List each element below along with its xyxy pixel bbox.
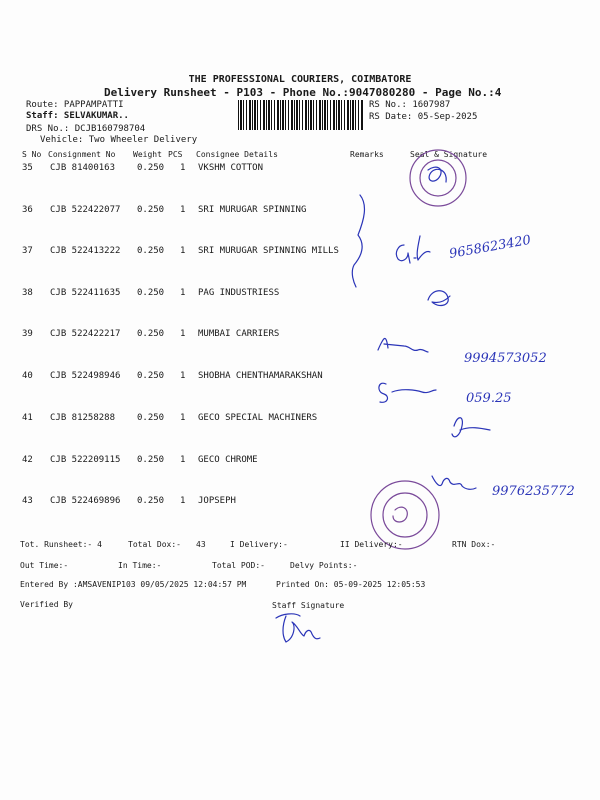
signature-40-icon <box>379 383 436 402</box>
row-sno: 36 <box>22 205 33 215</box>
phone-39: 9994573052 <box>464 351 547 366</box>
i-delivery: I Delivery:- <box>230 540 288 549</box>
total-pod: Total POD:- <box>212 561 265 570</box>
row-pcs: 1 <box>180 246 186 256</box>
row-sno: 42 <box>22 455 33 465</box>
row-consignment: CJB 522413222 <box>50 246 121 256</box>
row-sno: 39 <box>22 329 33 339</box>
col-sno: S No <box>22 150 42 159</box>
row-consignee: GECO CHROME <box>198 455 258 465</box>
col-consignee: Consignee Details <box>196 150 278 159</box>
seal-stamp-top-icon <box>410 150 466 206</box>
row-pcs: 1 <box>180 288 186 298</box>
row-pcs: 1 <box>180 329 186 339</box>
row-sno: 37 <box>22 246 33 256</box>
staff-label: Staff: SELVAKUMAR.. <box>26 111 129 121</box>
row-consignment: CJB 522209115 <box>50 455 121 465</box>
signature-35-icon <box>428 167 446 182</box>
row-pcs: 1 <box>180 496 186 506</box>
row-pcs: 1 <box>180 205 186 215</box>
row-pcs: 1 <box>180 455 186 465</box>
rtn-dox: RTN Dox:- <box>452 540 496 549</box>
rs-no: RS No.: 1607987 <box>369 100 451 110</box>
row-weight: 0.250 <box>137 246 165 256</box>
verified-by: Verified By <box>20 600 73 609</box>
row-consignment: CJB 522469896 <box>50 496 121 506</box>
out-time: Out Time:- <box>20 561 69 570</box>
row-consignee: GECO SPECIAL MACHINERS <box>198 413 318 423</box>
tot-runsheet: Tot. Runsheet:- 4 <box>20 540 102 549</box>
row-consignment: CJB 81400163 <box>50 163 116 173</box>
staff-signature-icon <box>276 614 320 642</box>
total-dox-value: 43 <box>196 540 206 549</box>
rs-date: RS Date: 05-Sep-2025 <box>369 112 478 122</box>
signature-37-icon <box>396 236 430 263</box>
row-sno: 35 <box>22 163 33 173</box>
col-consignment: Consignment No <box>48 150 116 159</box>
seal-stamp-bottom-icon <box>371 481 439 549</box>
remarks-bracket-icon <box>352 195 364 287</box>
row-weight: 0.250 <box>137 205 165 215</box>
signature-41-icon <box>452 418 490 437</box>
company-title: THE PROFESSIONAL COURIERS, COIMBATORE <box>188 74 412 85</box>
row-consignment: CJB 522411635 <box>50 288 121 298</box>
vehicle-label: Vehicle: Two Wheeler Delivery <box>40 135 198 145</box>
signature-38-icon <box>428 291 450 306</box>
phone-37: 9658623420 <box>448 232 533 262</box>
row-weight: 0.250 <box>137 288 165 298</box>
row-consignment: CJB 81258288 <box>50 413 116 423</box>
drs-label: DRS No.: DCJB160798704 <box>26 124 146 134</box>
col-seal: Seal & Signature <box>410 150 488 159</box>
row-pcs: 1 <box>180 371 186 381</box>
col-weight: Weight <box>133 150 162 159</box>
row-consignee: SRI MURUGAR SPINNING MILLS <box>198 246 339 256</box>
row-sno: 40 <box>22 371 33 381</box>
row-consignee: VKSHM COTTON <box>198 163 264 173</box>
row-consignee: SHOBHA CHENTHAMARAKSHAN <box>198 371 323 381</box>
col-remarks: Remarks <box>350 150 384 159</box>
row-consignee: SRI MURUGAR SPINNING <box>198 205 307 215</box>
ii-delivery: II Delivery:- <box>340 540 403 549</box>
row-weight: 0.250 <box>137 413 165 423</box>
row-consignee: PAG INDUSTRIESS <box>198 288 280 298</box>
col-pcs: PCS <box>168 150 183 159</box>
row-weight: 0.250 <box>137 163 165 173</box>
entered-by: Entered By :AMSAVENIP103 09/05/2025 12:04:57 PM <box>20 580 247 589</box>
row-pcs: 1 <box>180 163 186 173</box>
signature-43-icon <box>432 476 476 489</box>
signature-39-icon <box>378 338 428 352</box>
row-weight: 0.250 <box>137 371 165 381</box>
total-dox-label: Total Dox:- <box>128 540 181 549</box>
route-label: Route: PAPPAMPATTI <box>26 100 124 110</box>
row-sno: 41 <box>22 413 33 423</box>
row-consignment: CJB 522422077 <box>50 205 121 215</box>
row-sno: 38 <box>22 288 33 298</box>
in-time: In Time:- <box>118 561 162 570</box>
row-weight: 0.250 <box>137 455 165 465</box>
row-sno: 43 <box>22 496 33 506</box>
runsheet-title: Delivery Runsheet - P103 - Phone No.:9047080280 - Page No.:4 <box>104 86 502 99</box>
printed-on: Printed On: 05-09-2025 12:05:53 <box>276 580 426 589</box>
row-weight: 0.250 <box>137 329 165 339</box>
row-weight: 0.250 <box>137 496 165 506</box>
phone-43: 9976235772 <box>492 484 575 499</box>
row-consignment: CJB 522498946 <box>50 371 121 381</box>
row-consignee: MUMBAI CARRIERS <box>198 329 280 339</box>
row-consignee: JOPSEPH <box>198 496 236 506</box>
delvy-points: Delvy Points:- <box>290 561 358 570</box>
staff-signature-label: Staff Signature <box>272 601 345 610</box>
row-consignment: CJB 522422217 <box>50 329 121 339</box>
time-40: 059.25 <box>466 391 512 406</box>
row-pcs: 1 <box>180 413 186 423</box>
